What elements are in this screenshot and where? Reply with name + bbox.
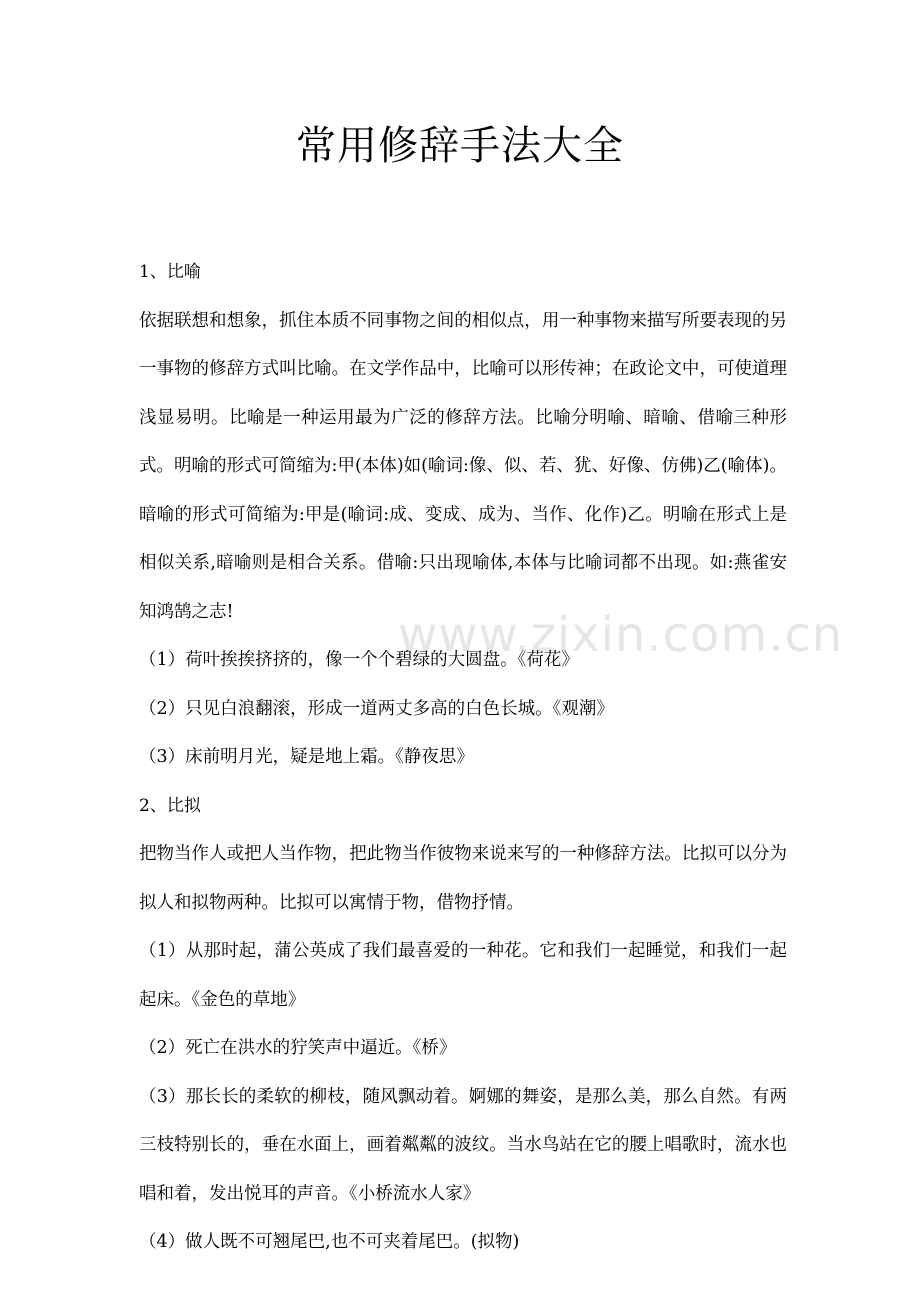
example-item: （3）那长长的柔软的柳枝，随风飘动着。婀娜的舞姿，是那么美，那么自然。有两三枝特别长的，垂在水面上，画着粼粼的波纹。当水鸟站在它的腰上唱歌时，流水也唱和着，发出悦耳的声音。《小桥流水人家》 [139,1086,787,1204]
example-item: （4）做人既不可翘尾巴,也不可夹着尾巴。(拟物) [139,1232,520,1252]
example-item: （1）荷叶挨挨挤挤的，像一个个碧绿的大圆盘。《荷花》 [139,650,579,670]
example-item: （2）死亡在洪水的狞笑声中逼近。《桥》 [139,1038,457,1058]
section-description-personification: 把物当作人或把人当作物，把此物当作彼物来说来写的一种修辞方法。比拟可以分为拟人和拟物两种。比拟可以寓情于物，借物抒情。 [139,844,787,913]
page-title: 常用修辞手法大全 [296,123,624,169]
document-body [139,248,844,1267]
section-heading-simile: 1、比喻 [139,262,201,282]
section-description-simile: 依据联想和想象，抓住本质不同事物之间的相似点，用一种事物来描写所要表现的另一事物的修辞方式叫比喻。在文学作品中，比喻可以形传神；在政论文中，可使道理浅显易明。比喻是一种运用最为广泛的修辞方法。比喻分明喻、暗喻、借喻三种形式。明喻的形式可简缩为:甲(本体)如(喻词:像、似、若、犹、好像、仿佛)乙(喻体)。暗喻的形式可简缩为:甲是(喻词:成、变成、成为、当作、化作)乙。明喻在形式上是相似关系,暗喻则是相合关系。借喻:只出现喻体,本体与比喻词都不出现。如:燕雀安知鸿鹄之志! [139,310,787,622]
section-heading-personification: 2、比拟 [139,795,201,816]
example-item: （2）只见白浪翻滚，形成一道两丈多高的白色长城。《观潮》 [139,698,614,719]
watermark: www.zixin.com.cn [398,607,844,663]
example-item: （3）床前明月光，疑是地上霜。《静夜思》 [139,747,474,767]
example-item: （1）从那时起，蒲公英成了我们最喜爱的一种花。它和我们一起睡觉，和我们一起起床。《金色的草地》 [139,941,787,1010]
